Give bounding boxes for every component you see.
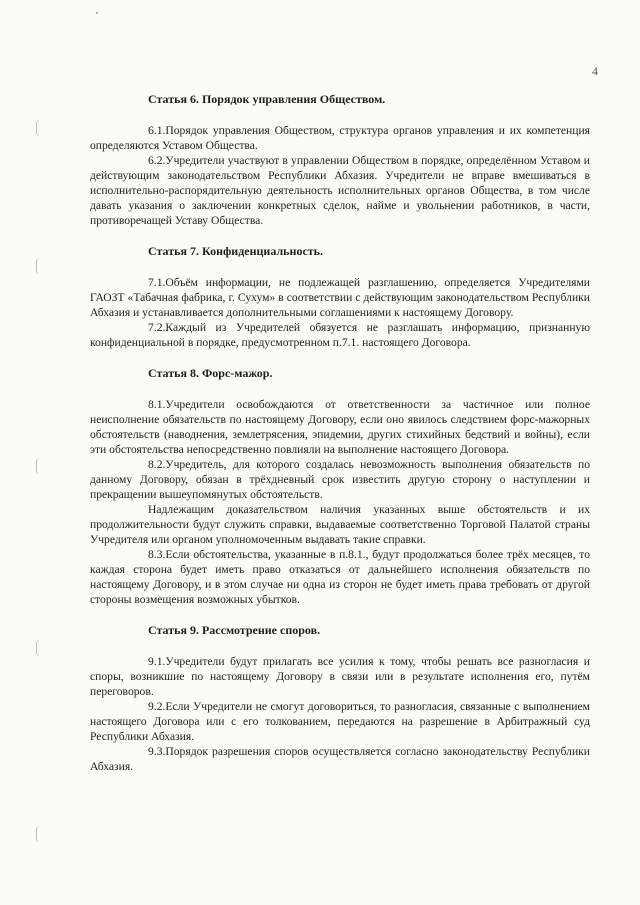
paragraph: Надлежащим доказательством наличия указанных выше обстоятельств и их продолжительности будут служить справки, выдаваемые соответственно Торговой Палатой страны Учредителя или органом уполномоченным выдавать такие справки. [90,503,590,546]
paragraph: 6.1.Порядок управления Обществом, структура органов управления и их компетенция определяются Уставом Общества. [90,124,590,152]
paragraph: 9.3.Порядок разрешения споров осуществляется согласно законодательству Республики Абхазия. [90,745,590,773]
punch-hole-mark [36,640,43,656]
section-article-8 [90,366,590,607]
document-body [90,92,590,790]
section-title: Статья 9. Рассмотрение споров. [148,623,321,637]
paragraph: 9.1.Учредители будут прилагать все усилия к тому, чтобы решать все разногласия и споры, возникшие по настоящему Договору в связи или в результате исполнения его, путём переговоров. [90,655,590,698]
scan-speck [96,12,98,14]
paragraph: 7.2.Каждый из Учредителей обязуется не разглашать информацию, признанную конфиденциальной в порядке, предусмотренном п.7.1. настоящего Договора. [90,321,590,349]
section-title: Статья 6. Порядок управления Обществом. [148,92,386,106]
paragraph: 8.1.Учредители освобождаются от ответственности за частичное или полное неисполнение обязательств по настоящему Договору, если оно явилось следствием форс-мажорных обстоятельств (наводнения, землетрясения, эпидемии, других стихийных бедствий и войны), если эти обстоятельства непосредственно повлияли на выполнение настоящего Договора. [90,398,590,456]
paragraph: 7.1.Объём информации, не подлежащей разглашению, определяется Учредителями ГАОЗТ «Табачная фабрика, г. Сухум» в соответствии с действующим законодательством Республики Абхазия и устанавливается дополнительными соглашениями к настоящему Договору. [90,276,590,319]
paragraph: 9.2.Если Учредители не смогут договориться, то разногласия, связанные с выполнением настоящего Договора или с его толкованием, передаются на разрешение в Арбитражный суд Республики Абхазия. [90,700,590,743]
section-title: Статья 8. Форс-мажор. [148,366,273,380]
section-article-9 [90,623,590,774]
paragraph: 8.2.Учредитель, для которого создалась невозможность выполнения обязательств по данному Договору, обязан в трёхдневный срок известить другую сторону о наступлении и прекращении вышеупомянутых обстоятельств. [90,458,590,501]
punch-hole-mark [36,458,43,474]
paragraph: 6.2.Учредители участвуют в управлении Обществом в порядке, определённом Уставом и действующим законодательством Республики Абхазия. Учредители не вправе вмешиваться в исполнительно-распорядительную деятельность исполнительных органов Общества, в том числе давать указания о заключении конкретных сделок, найме и увольнении работников, в части, противоречащей Уставу Общества. [90,154,590,227]
punch-hole-mark [36,826,43,842]
section-article-7 [90,244,590,350]
section-title: Статья 7. Конфиденциальность. [148,244,324,258]
page-number: 4 [592,64,598,78]
paragraph: 8.3.Если обстоятельства, указанные в п.8.1., будут продолжаться более трёх месяцев, то каждая сторона будет иметь право отказаться от дальнейшего исполнения обязательств по настоящему Договору, и в этом случае ни одна из сторон не будет иметь права требовать от другой стороны возмещения возможных убытков. [90,548,590,606]
punch-hole-mark [36,120,43,136]
punch-hole-mark [36,258,43,274]
section-article-6 [90,92,590,228]
